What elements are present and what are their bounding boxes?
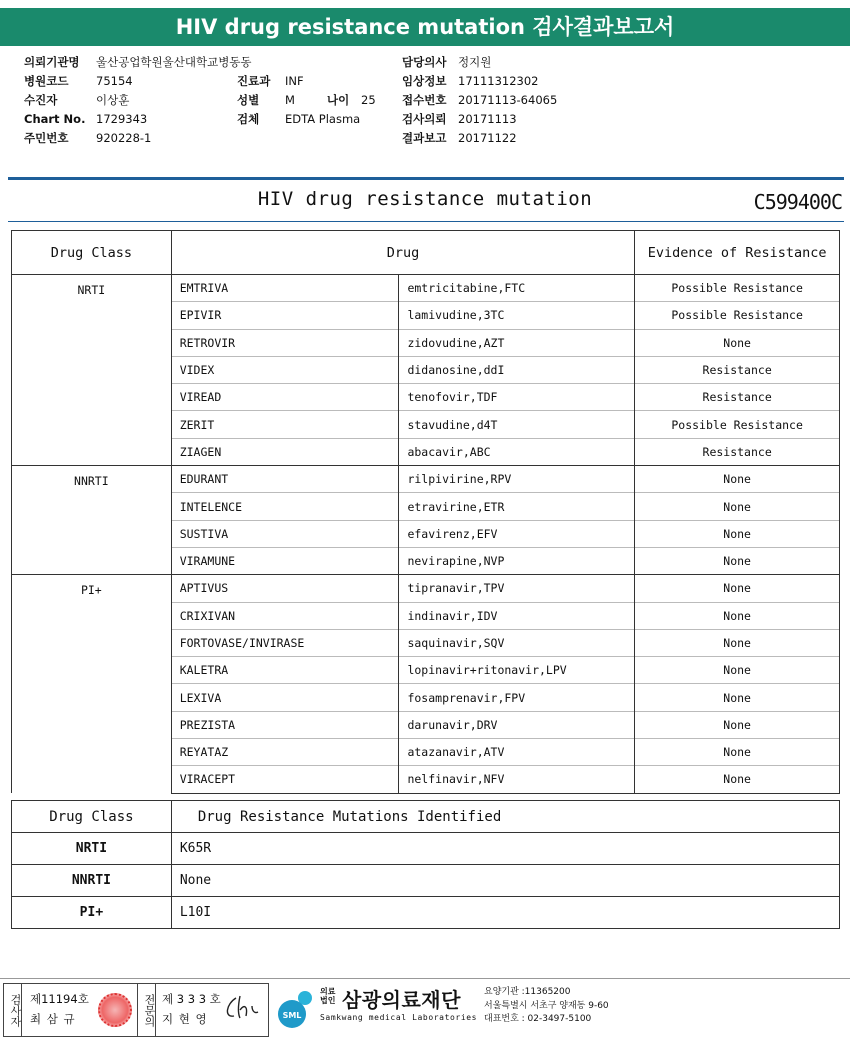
drug-evidence-cell: Resistance [635, 356, 840, 383]
lab-name: 삼광의료재단 [342, 988, 461, 1012]
drug-generic-cell: rilpivirine,RPV [399, 466, 635, 493]
drug-class-cell: NRTI [12, 275, 172, 466]
lab-info-address: 서울특별시 서초구 양재동 9-60 [484, 1000, 609, 1011]
inspector-no: 제11194호 [30, 992, 89, 1006]
drug-brand-cell: RETROVIR [171, 329, 399, 356]
lab-logo-icon [275, 988, 317, 1030]
inspector-label: 검사자 [4, 984, 22, 1036]
mutation-row [12, 897, 840, 929]
drug-brand-cell: VIREAD [171, 384, 399, 411]
mutation-row-value: L10I [171, 897, 839, 929]
mutation-row [12, 865, 840, 897]
report-date-label: 결과보고 [402, 131, 447, 145]
drug-generic-cell: tenofovir,TDF [399, 384, 635, 411]
drug-brand-cell: VIRAMUNE [171, 547, 399, 574]
drug-evidence-cell: Resistance [635, 438, 840, 465]
report-banner-title: HIV drug resistance mutation 검사결과보고서 [0, 8, 850, 46]
specimen-value: EDTA Plasma [285, 112, 361, 126]
drug-evidence-cell: None [635, 520, 840, 547]
drug-brand-cell: VIDEX [171, 356, 399, 383]
mutation-table [11, 800, 840, 929]
lab-english-name: Samkwang medical Laboratories [320, 1013, 478, 1022]
seal-stamp-icon [98, 993, 132, 1027]
drug-brand-cell: INTELENCE [171, 493, 399, 520]
drug-evidence-cell: None [635, 547, 840, 574]
drug-generic-cell: indinavir,IDV [399, 602, 635, 629]
drug-brand-cell: APTIVUS [171, 575, 399, 602]
receipt-no-value: 20171113-64065 [458, 93, 558, 107]
section-divider [8, 177, 844, 180]
section-underline [8, 221, 844, 222]
drug-generic-cell: fosamprenavir,FPV [399, 684, 635, 711]
drug-brand-cell: EMTRIVA [171, 275, 399, 302]
drug-table-header-row [12, 231, 840, 275]
drug-generic-cell: zidovudine,AZT [399, 329, 635, 356]
drug-evidence-cell: None [635, 684, 840, 711]
hospital-code-value: 75154 [96, 74, 133, 88]
drug-brand-cell: EDURANT [171, 466, 399, 493]
drug-header: Drug [171, 231, 635, 275]
mutation-row-class: NNRTI [12, 865, 172, 897]
drug-generic-cell: tipranavir,TPV [399, 575, 635, 602]
hospital-code-label: 병원코드 [24, 74, 69, 88]
drug-generic-cell: lopinavir+ritonavir,LPV [399, 657, 635, 684]
sex-value: M [285, 93, 295, 107]
section-title: HIV drug resistance mutation [257, 188, 593, 210]
request-date-value: 20171113 [458, 112, 517, 126]
request-date-label: 검사의뢰 [402, 112, 447, 126]
drug-evidence-cell: None [635, 329, 840, 356]
drug-brand-cell: KALETRA [171, 657, 399, 684]
drug-evidence-cell: None [635, 493, 840, 520]
drug-generic-cell: didanosine,ddI [399, 356, 635, 383]
drug-generic-cell: atazanavir,ATV [399, 739, 635, 766]
specialist-no: 제 3 3 3 호 [162, 992, 221, 1006]
age-label: 나이 [327, 93, 350, 107]
drug-brand-cell: SUSTIVA [171, 520, 399, 547]
institution-value: 울산공업학원울산대학교병동동 [96, 55, 252, 69]
age-value: 25 [361, 93, 376, 107]
drug-generic-cell: etravirine,ETR [399, 493, 635, 520]
resident-no-label: 주민번호 [24, 131, 69, 145]
drug-row [12, 275, 840, 302]
lab-logo-text: SML [282, 1011, 302, 1020]
drug-brand-cell: ZIAGEN [171, 438, 399, 465]
drug-evidence-cell: None [635, 629, 840, 656]
drug-generic-cell: stavudine,d4T [399, 411, 635, 438]
specialist-label: 전문의 [137, 984, 156, 1036]
drug-generic-cell: nevirapine,NVP [399, 547, 635, 574]
drug-brand-cell: VIRACEPT [171, 766, 399, 793]
specimen-label: 검체 [237, 112, 260, 126]
sex-label: 성별 [237, 93, 260, 107]
drug-row [12, 466, 840, 493]
drug-class-cell: NNRTI [12, 466, 172, 575]
drug-brand-cell: ZERIT [171, 411, 399, 438]
mutation-row-class: PI+ [12, 897, 172, 929]
drug-row [12, 575, 840, 602]
mutation-row-value: K65R [171, 833, 839, 865]
mutation-table-header-row [12, 801, 840, 833]
chart-no-label: Chart No. [24, 112, 86, 126]
specialist-name: 지 현 영 [162, 1012, 208, 1026]
drug-brand-cell: FORTOVASE/INVIRASE [171, 629, 399, 656]
chart-no-value: 1729343 [96, 112, 148, 126]
mutation-class-header: Drug Class [12, 801, 172, 833]
institution-label: 의뢰기관명 [24, 55, 80, 69]
mutation-row-class: NRTI [12, 833, 172, 865]
drug-generic-cell: nelfinavir,NFV [399, 766, 635, 793]
drug-evidence-cell: None [635, 711, 840, 738]
report-date-value: 20171122 [458, 131, 517, 145]
department-value: INF [285, 74, 304, 88]
header-col-2 [237, 72, 376, 129]
drug-resistance-table [11, 230, 840, 794]
doctor-label: 담당의사 [402, 55, 447, 69]
drug-generic-cell: abacavir,ABC [399, 438, 635, 465]
footer-divider [0, 978, 850, 979]
receipt-no-label: 접수번호 [402, 93, 447, 107]
doctor-value: 정지원 [458, 55, 492, 69]
lab-prefix [320, 987, 335, 1005]
drug-generic-cell: darunavir,DRV [399, 711, 635, 738]
header-col-3 [402, 53, 557, 148]
drug-evidence-cell: None [635, 466, 840, 493]
drug-evidence-cell: None [635, 602, 840, 629]
inspector-name: 최 삼 규 [30, 1012, 76, 1026]
drug-brand-cell: PREZISTA [171, 711, 399, 738]
lab-prefix-line2: 법인 [320, 996, 336, 1005]
signature-icon [222, 992, 262, 1024]
drug-generic-cell: saquinavir,SQV [399, 629, 635, 656]
drug-evidence-cell: Resistance [635, 384, 840, 411]
drug-generic-cell: lamivudine,3TC [399, 302, 635, 329]
drug-evidence-cell: Possible Resistance [635, 275, 840, 302]
patient-value: 이상훈 [96, 93, 130, 107]
lab-info-phone: 대표번호 : 02-3497-5100 [484, 1014, 592, 1024]
clinical-info-label: 임상정보 [402, 74, 447, 88]
evidence-header: Evidence of Resistance [635, 231, 840, 275]
drug-brand-cell: LEXIVA [171, 684, 399, 711]
drug-generic-cell: emtricitabine,FTC [399, 275, 635, 302]
drug-evidence-cell: None [635, 766, 840, 793]
drug-evidence-cell: None [635, 575, 840, 602]
lab-info-code: 요양기관 :11365200 [484, 987, 571, 997]
header-col-1 [24, 53, 252, 148]
mutations-header: Drug Resistance Mutations Identified [171, 801, 839, 833]
drug-class-header: Drug Class [12, 231, 172, 275]
drug-evidence-cell: None [635, 739, 840, 766]
drug-table-body [12, 275, 840, 794]
drug-class-cell: PI+ [12, 575, 172, 793]
drug-evidence-cell: Possible Resistance [635, 411, 840, 438]
lab-prefix-line1: 의료 [320, 987, 336, 996]
clinical-info-value: 17111312302 [458, 74, 539, 88]
drug-brand-cell: EPIVIR [171, 302, 399, 329]
department-label: 진료과 [237, 74, 271, 88]
drug-evidence-cell: None [635, 657, 840, 684]
drug-evidence-cell: Possible Resistance [635, 302, 840, 329]
patient-label: 수진자 [24, 93, 58, 107]
drug-brand-cell: REYATAZ [171, 739, 399, 766]
mutation-row [12, 833, 840, 865]
resident-no-value: 920228-1 [96, 131, 152, 145]
mutation-row-value: None [171, 865, 839, 897]
test-code: C599400C [753, 190, 842, 214]
drug-generic-cell: efavirenz,EFV [399, 520, 635, 547]
drug-brand-cell: CRIXIVAN [171, 602, 399, 629]
lab-info [484, 986, 609, 1027]
